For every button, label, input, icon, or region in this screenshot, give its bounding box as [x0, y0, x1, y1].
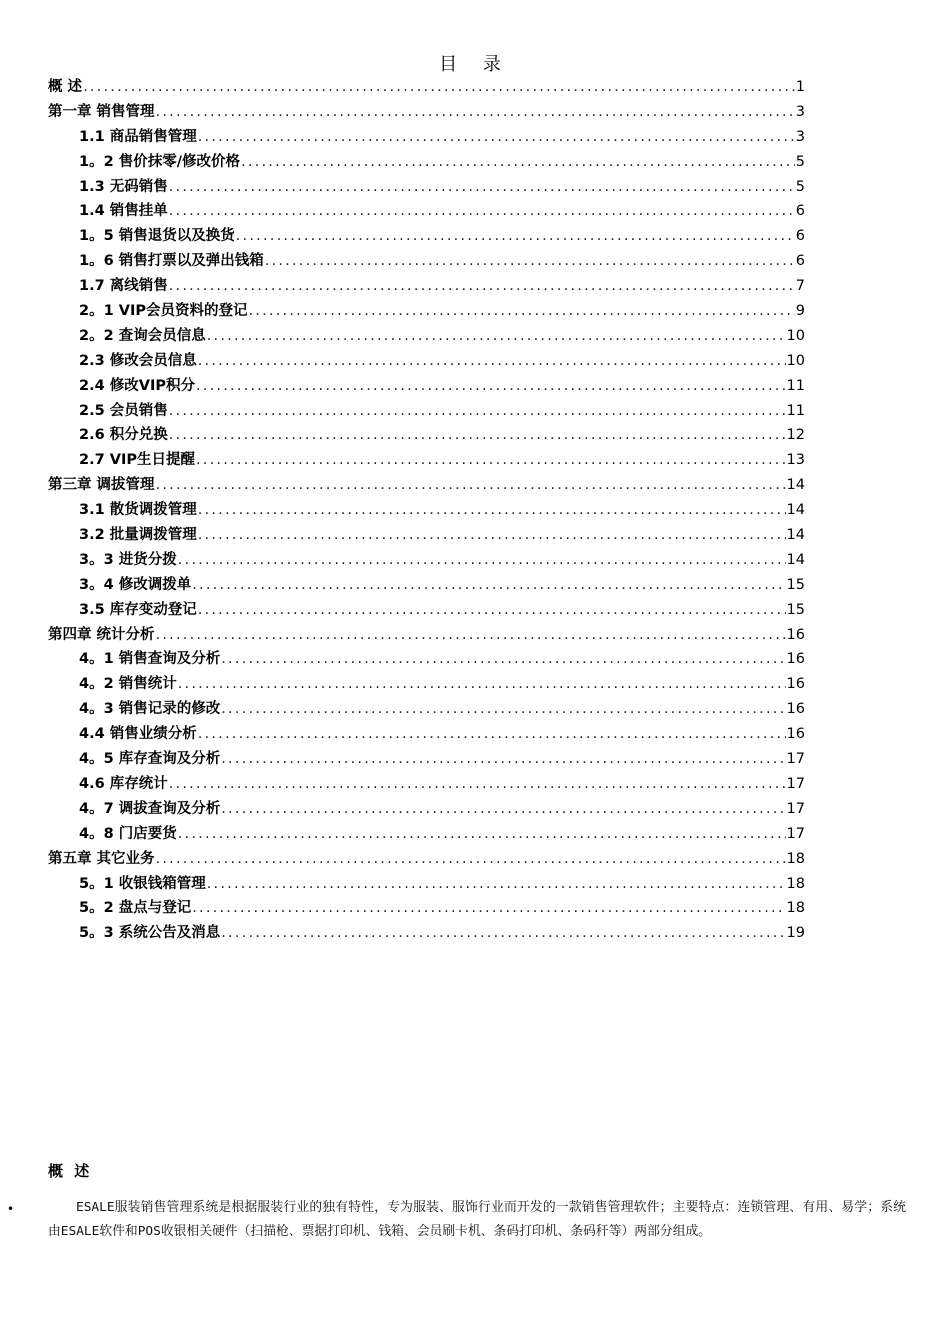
toc-dot-leader [198, 598, 786, 623]
toc-title: 目 录 [439, 54, 511, 75]
toc-dot-leader [156, 847, 786, 872]
toc-entry[interactable] [48, 249, 805, 274]
toc-entry-label: 2.4 修改VIP积分 [79, 377, 195, 394]
toc-dot-leader [169, 274, 795, 299]
toc-entry-page-number: 1 [795, 79, 805, 95]
toc-entry[interactable] [48, 896, 805, 921]
toc-entry-page-number: 11 [786, 377, 805, 394]
toc-entry-label: 2.6 积分兑换 [79, 427, 168, 444]
toc-dot-leader [196, 374, 786, 399]
toc-entry-label: 2.7 VIP生日提醒 [79, 452, 195, 469]
toc-dot-leader [198, 523, 786, 548]
toc-entry-label: 4。5 库存查询及分析 [79, 751, 221, 768]
toc-entry-label: 3.2 批量调拨管理 [79, 527, 197, 544]
toc-entry[interactable] [48, 772, 805, 797]
toc-dot-leader [221, 921, 785, 946]
toc-dot-leader [192, 573, 785, 598]
toc-entry-page-number: 15 [786, 576, 805, 593]
toc-entry-page-number: 5 [795, 153, 805, 170]
toc-entry-label: 1.4 销售挂单 [79, 203, 168, 220]
toc-entry[interactable] [48, 647, 805, 672]
toc-dot-leader [169, 199, 795, 224]
toc-dot-leader [156, 100, 795, 125]
toc-entry[interactable] [48, 224, 805, 249]
toc-entry-label: 2.5 会员销售 [79, 402, 168, 419]
toc-entry[interactable] [48, 448, 805, 473]
toc-entry-page-number: 3 [795, 103, 805, 120]
toc-dot-leader [248, 299, 794, 324]
toc-entry[interactable] [48, 697, 805, 722]
toc-entry-page-number: 16 [786, 626, 805, 643]
toc-entry-label: 概 述 [48, 79, 83, 95]
toc-entry-label: 3.5 库存变动登记 [79, 601, 197, 618]
toc-entry[interactable] [48, 822, 805, 847]
toc-entry[interactable] [48, 473, 805, 498]
toc-dot-leader [198, 722, 786, 747]
toc-dot-leader [156, 473, 786, 498]
toc-entry-label: 4。3 销售记录的修改 [79, 701, 221, 718]
toc-entry-label: 2。2 查询会员信息 [79, 327, 206, 344]
toc-dot-leader [221, 797, 785, 822]
toc-entry-label: 3。4 修改调拨单 [79, 576, 192, 593]
toc-entry[interactable] [48, 75, 805, 100]
toc-entry[interactable] [48, 423, 805, 448]
toc-dot-leader [221, 747, 785, 772]
toc-dot-leader [178, 548, 786, 573]
toc-dot-leader [198, 349, 786, 374]
toc-dot-leader [207, 324, 786, 349]
toc-entry-label: 4。2 销售统计 [79, 676, 177, 693]
toc-entry-page-number: 17 [786, 775, 805, 792]
bullet-marker: • [7, 1202, 15, 1216]
toc-entry[interactable] [48, 921, 805, 946]
toc-entry-label: 4.4 销售业绩分析 [79, 726, 197, 743]
toc-entry-page-number: 16 [786, 726, 805, 743]
toc-entry-label: 5。3 系统公告及消息 [79, 925, 221, 942]
toc-entry[interactable] [48, 324, 805, 349]
toc-dot-leader [83, 75, 795, 100]
toc-dot-leader [221, 697, 785, 722]
toc-entry[interactable] [48, 797, 805, 822]
toc-entry-page-number: 3 [795, 128, 805, 145]
toc-entry-page-number: 7 [795, 278, 805, 295]
toc-entry[interactable] [48, 722, 805, 747]
toc-entry[interactable] [48, 125, 805, 150]
toc-entry[interactable] [48, 747, 805, 772]
table-of-contents [48, 75, 805, 946]
toc-dot-leader [207, 872, 786, 897]
overview-heading: 概 述 [48, 1162, 93, 1180]
toc-entry-page-number: 5 [795, 178, 805, 195]
toc-dot-leader [236, 224, 795, 249]
toc-entry-page-number: 17 [786, 825, 805, 842]
toc-dot-leader [196, 448, 786, 473]
toc-dot-leader [198, 125, 795, 150]
toc-entry[interactable] [48, 100, 805, 125]
toc-entry-page-number: 6 [795, 253, 805, 270]
toc-entry-label: 1.1 商品销售管理 [79, 128, 197, 145]
toc-dot-leader [169, 399, 786, 424]
toc-entry-label: 第一章 销售管理 [48, 103, 155, 120]
toc-entry-label: 第三章 调拔管理 [48, 477, 155, 494]
toc-entry-label: 1。2 售价抹零/修改价格 [79, 153, 241, 170]
toc-entry[interactable] [48, 374, 805, 399]
toc-entry[interactable] [48, 548, 805, 573]
toc-entry-page-number: 13 [786, 452, 805, 469]
toc-entry-page-number: 19 [786, 925, 805, 942]
toc-entry-label: 1.3 无码销售 [79, 178, 168, 195]
toc-entry-label: 5。1 收银钱箱管理 [79, 875, 206, 892]
toc-entry[interactable] [48, 523, 805, 548]
toc-entry-page-number: 16 [786, 676, 805, 693]
toc-entry-label: 2。1 VIP会员资料的登记 [79, 303, 248, 320]
toc-dot-leader [221, 647, 785, 672]
toc-entry-label: 4。1 销售查询及分析 [79, 651, 221, 668]
toc-entry-page-number: 14 [786, 527, 805, 544]
toc-entry-page-number: 6 [795, 203, 805, 220]
toc-entry-page-number: 11 [786, 402, 805, 419]
toc-entry-page-number: 12 [786, 427, 805, 444]
toc-entry-label: 3.1 散货调拨管理 [79, 502, 197, 519]
toc-entry-page-number: 6 [795, 228, 805, 245]
toc-entry-label: 5。2 盘点与登记 [79, 900, 192, 917]
toc-entry[interactable] [48, 498, 805, 523]
toc-entry-page-number: 17 [786, 800, 805, 817]
toc-dot-leader [169, 175, 795, 200]
toc-entry-page-number: 14 [786, 477, 805, 494]
toc-dot-leader [169, 772, 786, 797]
toc-entry[interactable] [48, 274, 805, 299]
toc-entry-label: 第五章 其它业务 [48, 850, 155, 867]
toc-dot-leader [265, 249, 795, 274]
toc-entry-label: 1。6 销售打票以及弹出钱箱 [79, 253, 264, 270]
toc-entry[interactable] [48, 175, 805, 200]
toc-dot-leader [156, 623, 786, 648]
toc-entry-label: 第四章 统计分析 [48, 626, 155, 643]
toc-entry-label: 2.3 修改会员信息 [79, 352, 197, 369]
toc-entry-label: 1。5 销售退货以及换货 [79, 228, 235, 245]
overview-paragraph: ESALE服装销售管理系统是根据服装行业的独有特性，专为服装、服饰行业而开发的一款销售管理软件；主要特点：连锁管理、有用、易学；系统由ESALE软件和POS收银相关硬件（扫描枪、票据打印机、钱箱、会员刷卡机、条码打印机、条码秆等）两部分组成。 [48, 1200, 906, 1239]
toc-entry-label: 4。7 调拔查询及分析 [79, 800, 221, 817]
toc-entry-page-number: 18 [786, 900, 805, 917]
toc-entry[interactable] [48, 847, 805, 872]
toc-entry-page-number: 10 [786, 327, 805, 344]
toc-entry-page-number: 14 [786, 502, 805, 519]
toc-entry[interactable] [48, 150, 805, 175]
toc-entry[interactable] [48, 598, 805, 623]
toc-dot-leader [169, 423, 786, 448]
toc-entry-page-number: 16 [786, 701, 805, 718]
toc-entry-label: 3。3 进货分拨 [79, 551, 177, 568]
toc-entry-label: 1.7 离线销售 [79, 278, 168, 295]
toc-entry-page-number: 9 [795, 303, 805, 320]
toc-dot-leader [178, 672, 786, 697]
toc-entry-label: 4.6 库存统计 [79, 775, 168, 792]
toc-entry[interactable] [48, 299, 805, 324]
toc-dot-leader [192, 896, 785, 921]
toc-entry[interactable] [48, 349, 805, 374]
toc-entry-label: 4。8 门店要货 [79, 825, 177, 842]
toc-entry[interactable] [48, 623, 805, 648]
toc-dot-leader [241, 150, 795, 175]
toc-entry-page-number: 10 [786, 352, 805, 369]
toc-entry[interactable] [48, 872, 805, 897]
toc-entry[interactable] [48, 573, 805, 598]
toc-entry-page-number: 18 [786, 875, 805, 892]
toc-entry-page-number: 16 [786, 651, 805, 668]
toc-dot-leader [198, 498, 786, 523]
toc-entry[interactable] [48, 672, 805, 697]
toc-entry-page-number: 14 [786, 551, 805, 568]
toc-entry-page-number: 15 [786, 601, 805, 618]
toc-dot-leader [178, 822, 786, 847]
toc-entry-page-number: 17 [786, 751, 805, 768]
toc-entry-page-number: 18 [786, 850, 805, 867]
toc-entry[interactable] [48, 399, 805, 424]
toc-entry[interactable] [48, 199, 805, 224]
